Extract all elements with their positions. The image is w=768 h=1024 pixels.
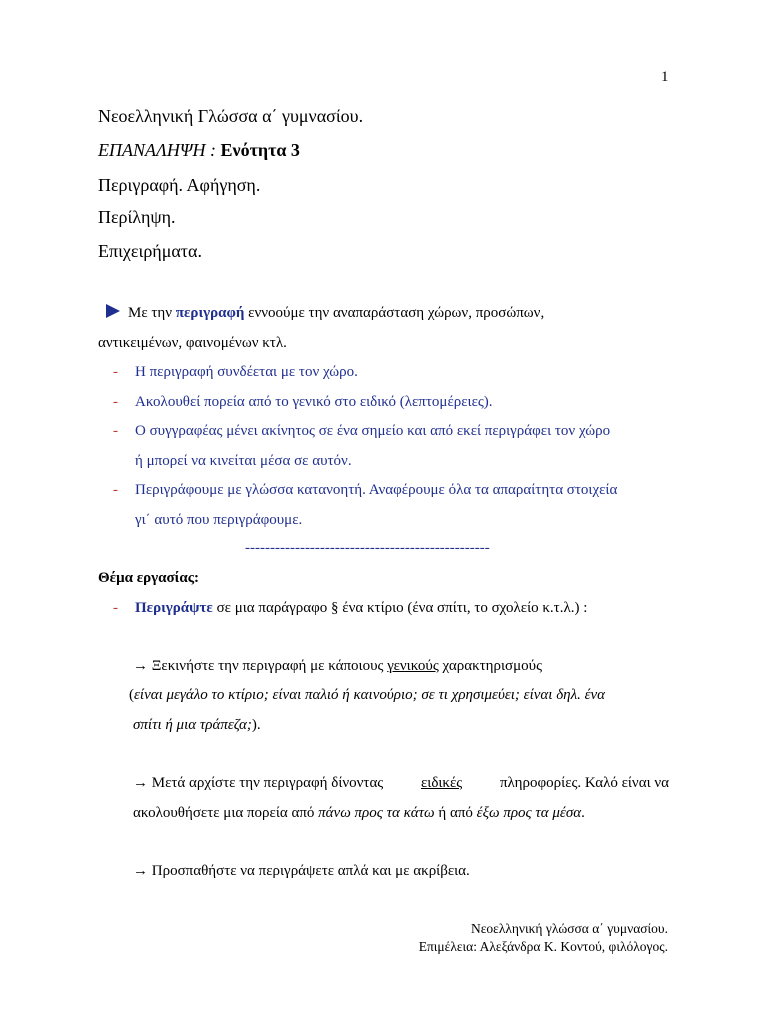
revision-heading: [98, 140, 300, 161]
bullet-text: Η περιγραφή συνδέεται με τον χώρο.: [135, 364, 358, 380]
step1-paren-close: ).: [251, 717, 261, 733]
topic-arguments: Επιχειρήματα.: [98, 241, 202, 261]
task-keyword: Περιγράψτε: [135, 600, 213, 616]
footer-line-1: Νεοελληνική γλώσσα α΄ γυμνασίου.: [471, 921, 668, 936]
bullet-text-continued: ή μπορεί να κινείται μέσα σε αυτόν.: [135, 453, 352, 469]
task-text: σε μια παράγραφο § ένα κτίριο (ένα σπίτι, το σχολείο κ.τ.λ.) :: [216, 600, 588, 616]
triangle-bullet-icon: [106, 304, 120, 318]
footer-line-2: Επιμέλεια: Αλεξάνδρα Κ. Κοντού, φιλόλογος.: [418, 939, 668, 954]
bullet-item: [113, 482, 118, 499]
step2-italic-1: πάνω προς τα κάτω: [318, 805, 435, 821]
dash-bullet-icon: -: [113, 394, 118, 410]
bullet-text-continued: γι΄ αυτό που περιγράφουμε.: [135, 512, 303, 528]
step2-line-2: [133, 805, 585, 822]
bullet-item: [113, 364, 118, 381]
bullet-text: Ο συγγραφέας μένει ακίνητος σε ένα σημείο και από εκεί περιγράφει τον χώρο: [135, 423, 611, 439]
step2-underlined: ειδικές: [420, 775, 463, 791]
bullet-item: [113, 423, 118, 440]
step2-prefix: → Μετά αρχίστε την περιγραφή δίνοντας: [133, 775, 384, 791]
topic-summary: Περίληψη.: [98, 207, 176, 227]
bullet-text: Περιγράφουμε με γλώσσα κατανοητή. Αναφέρουμε όλα τα απαραίτητα στοιχεία: [135, 482, 618, 498]
step2-line2-prefix: ακολουθήσετε μια πορεία από: [133, 805, 315, 821]
dash-bullet-icon: -: [113, 364, 118, 380]
intro-keyword: περιγραφή: [175, 305, 245, 321]
step2-line: [133, 775, 669, 792]
page-number: 1: [661, 69, 669, 85]
intro-line-2: αντικειμένων, φαινομένων κτλ.: [98, 335, 287, 351]
step1-paren-open: (: [129, 687, 134, 703]
step1-examples-2: σπίτι ή μια τράπεζα;: [133, 717, 252, 733]
intro-line-1: [106, 304, 544, 322]
dash-bullet-icon: -: [113, 600, 118, 616]
intro-text-1: εννοούμε την αναπαράσταση χώρων, προσώπων,: [248, 305, 545, 321]
assignment-heading: Θέμα εργασίας:: [98, 570, 200, 586]
dash-bullet-icon: -: [113, 482, 118, 498]
step1-suffix: χαρακτηρισμούς: [442, 658, 543, 674]
intro-prefix: Με την: [128, 305, 173, 321]
step1-examples-line: [129, 687, 605, 704]
step2-italic-2: έξω προς τα μέσα: [476, 805, 582, 821]
step1-underlined: γενικούς: [387, 658, 439, 674]
topic-description-narration: Περιγραφή. Αφήγηση.: [98, 175, 261, 195]
step1-examples-1: είναι μεγάλο το κτίριο; είναι παλιό ή καινούριο; σε τι χρησιμεύει; είναι δηλ. ένα: [134, 687, 606, 703]
bullet-item: [113, 394, 118, 411]
task-line: [113, 600, 118, 617]
document-title: Νεοελληνική Γλώσσα α΄ γυμνασίου.: [98, 106, 364, 126]
bullet-text: Ακολουθεί πορεία από το γενικό στο ειδικό (λεπτομέρειες).: [135, 394, 493, 410]
unit-label: Ενότητα 3: [220, 140, 300, 160]
step1-prefix: → Ξεκινήστε την περιγραφή με κάποιους: [133, 658, 384, 674]
step2-end: .: [581, 805, 585, 821]
step3-line: → Προσπαθήστε να περιγράψετε απλά και με ακρίβεια.: [133, 863, 470, 879]
step2-suffix: πληροφορίες. Καλό είναι να: [499, 775, 669, 791]
step1-line: [133, 658, 542, 675]
task-text-line: [135, 600, 587, 617]
revision-label: ΕΠΑΝΑΛΗΨΗ :: [98, 140, 217, 160]
dash-bullet-icon: -: [113, 423, 118, 439]
step2-mid: ή από: [438, 805, 473, 821]
separator-line: -------------------------------------------------: [245, 540, 490, 556]
step1-examples-line-2: [133, 717, 261, 734]
